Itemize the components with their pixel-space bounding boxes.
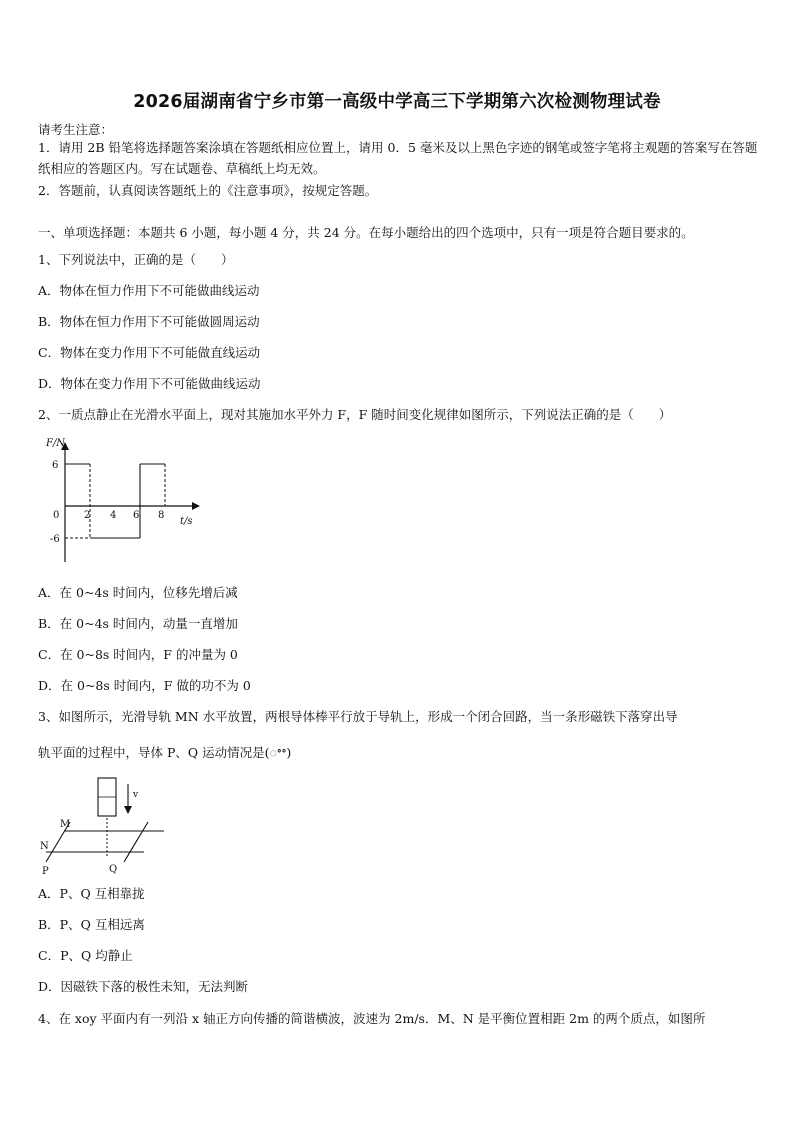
page-title: 2026届湖南省宁乡市第一高级中学高三下学期第六次检测物理试卷 xyxy=(133,92,661,112)
question-3-option-d: D．因磁铁下落的极性未知，无法判断 xyxy=(38,979,249,994)
question-2-option-a: A．在 0~4s 时间内，位移先增后减 xyxy=(38,585,238,600)
notice-item-1: 1．请用 2B 铅笔将选择题答案涂填在答题纸相应位置上，请用 0．5 毫米及以上黑色字迹的钢笔或签字笔将主观题的答案写在答题纸相应的答题区内。写在试题卷、草稿纸上均无效。 xyxy=(38,140,758,176)
label-n: N xyxy=(40,841,49,852)
y-tick-neg6: -6 xyxy=(50,534,60,545)
label-q: Q xyxy=(109,864,118,875)
question-2-option-d: D．在 0~8s 时间内，F 做的功不为 0 xyxy=(38,678,251,693)
origin-label: 0 xyxy=(53,510,60,521)
t-axis-label: t/s xyxy=(180,516,193,527)
velocity-arrow-head xyxy=(124,806,132,814)
question-2-option-b: B．在 0~4s 时间内，动量一直增加 xyxy=(38,616,238,631)
question-3-option-a: A．P、Q 互相靠拢 xyxy=(38,886,145,901)
notice-item-2: 2．答题前，认真阅读答题纸上的《注意事项》，按规定答题。 xyxy=(38,183,378,198)
t-axis-arrow xyxy=(192,502,200,510)
rod-q xyxy=(124,822,148,862)
question-1-option-b: B．物体在恒力作用下不可能做圆周运动 xyxy=(38,314,260,329)
section-heading: 一、单项选择题：本题共 6 小题，每小题 4 分，共 24 分。在每小题给出的四个选项中，只有一项是符合题目要求的。 xyxy=(38,225,694,240)
label-p: P xyxy=(42,866,49,877)
notice-header: 请考生注意： xyxy=(38,122,114,137)
question-3-stem-line-1: 3、如图所示，光滑导轨 MN 水平放置，两根导体棒平行放于导轨上，形成一个闭合回路，当一条形磁铁下落穿出导 xyxy=(38,709,678,724)
question-1-option-a: A．物体在恒力作用下不可能做曲线运动 xyxy=(38,283,260,298)
x-tick-2: 2 xyxy=(84,510,91,521)
question-2-option-c: C．在 0~8s 时间内，F 的冲量为 0 xyxy=(38,647,238,662)
label-m: M xyxy=(60,819,71,830)
f-axis-label: F/N xyxy=(46,438,66,449)
question-1-stem: 1、下列说法中，正确的是（ ） xyxy=(38,252,234,267)
question-2-stem: 2、一质点静止在光滑水平面上，现对其施加水平外力 F，F 随时间变化规律如图所示，下列说法正确的是（ ） xyxy=(38,407,672,422)
velocity-label: v xyxy=(133,790,139,800)
x-tick-4: 4 xyxy=(110,510,117,521)
force-time-graph xyxy=(40,434,210,564)
question-1-option-d: D．物体在变力作用下不可能做曲线运动 xyxy=(38,376,261,391)
question-3-stem-line-2: 轨平面的过程中，导体 P、Q 运动情况是(ꢀꢀ) xyxy=(38,745,292,760)
question-1-option-c: C．物体在变力作用下不可能做直线运动 xyxy=(38,345,261,360)
y-tick-6: 6 xyxy=(52,460,59,471)
question-4-stem: 4、在 xoy 平面内有一列沿 x 轴正方向传播的简谐横波，波速为 2m/s．M、N 是平衡位置相距 2m 的两个质点，如图所 xyxy=(38,1011,706,1026)
x-tick-6: 6 xyxy=(133,510,140,521)
x-tick-8: 8 xyxy=(158,510,165,521)
magnet-rail-diagram xyxy=(36,770,176,878)
question-3-option-c: C．P、Q 均静止 xyxy=(38,948,133,963)
question-3-option-b: B．P、Q 互相远离 xyxy=(38,917,145,932)
